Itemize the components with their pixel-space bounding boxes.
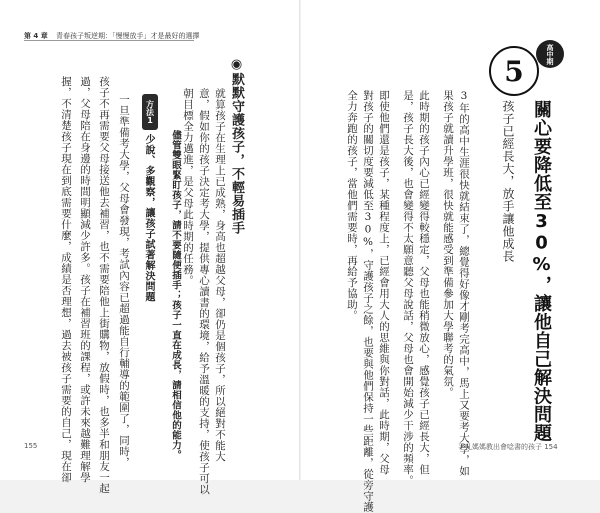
chapter-title: 青春孩子叛逆期：「慢慢放手」才是最好的選擇 [55, 32, 200, 40]
section-number-badge: 5 [489, 46, 539, 96]
body-column-3: 此時期的孩子內心已經變得較穩定，父母也能稍微放心，感覺孩子已經長大，但 [418, 90, 430, 475]
method-column-2: 孩子不再需要父母接送他去補習，也不需要陪他上街購物，放假時，也多半和朋友一起 [98, 76, 110, 494]
subsection-heading [227, 57, 246, 235]
method-column-3: 過，父母陪在身邊的時間明顯減少許多。孩子在補習班的課程，或許未來越難理解學 [79, 76, 91, 483]
book-spine [299, 0, 301, 480]
method-label: 方法1 [142, 94, 158, 130]
body-column-4: 是，孩子長大後，也會變得不太願意聽父母說話，父母也會開始減少干涉的頻率。 [402, 90, 414, 486]
left-page-number: 155 [24, 442, 38, 450]
level-tag [536, 40, 564, 68]
method-column-4: 握，不清楚孩子現在到底需要什麼，成績是否理想，過去被孩子需要的自己，現在卻 [60, 76, 72, 483]
section-column-2: 意，假如你的孩子決定考大學，提供專心讀書的環境，給予溫暖的支持，使孩子可以 [198, 88, 210, 495]
right-page-number: 平凡媽媽教出會唸書的孩子 154 [458, 443, 558, 451]
method-title: 少說、多觀察，讓孩子試著解決問題 [143, 134, 154, 302]
subsection-heading-text: 默默守護孩子，不輕易插手 [229, 72, 244, 235]
section-title: 關心要降低至30%，讓他自己解決問題 [531, 100, 552, 442]
tip-text: 儘管雙眼緊盯孩子，請不要隨便插手；孩子一直在成長，請相信他的能力。 [170, 130, 181, 460]
running-head-rule [24, 40, 194, 41]
body-column-5: 即使他們還是孩子，某種程度上，已經會用大人的思維與你對話，此時期，父母 [378, 90, 390, 475]
body-column-7: 全力奔跑的孩子，當他們需要時，再給予協助。 [346, 90, 358, 321]
bullet-icon: ◉ [229, 57, 244, 73]
section-subtitle: 孩子已經長大，放手讓他成長 [501, 100, 515, 263]
chapter-label: 第 4 章 [24, 32, 48, 40]
level-tag-text: 高中期 [546, 43, 554, 65]
section-column-1: 就算孩子在生理上已成熟，身高也超越父母，卻仍是個孩子，所以絕對不能大 [214, 88, 226, 462]
section-column-3: 朝目標全力邁進，是父母此時期的任務。 [182, 88, 194, 286]
body-column-2: 果孩子就讀升學班，很快就能感受到準備參加大學聯考的氣氛。 [442, 90, 454, 398]
method-column-1: 一旦準備考大學，父母會發現，考試內容已超過能自行輔導的範圍了，同時， [118, 94, 130, 468]
body-column-6: 對孩子的關切度要減低至30%，守護孩子之餘，也要與他們保持一些距離，從旁守護 [362, 90, 374, 513]
body-column-1: 3年的高中生涯很快就結束了，總覺得好像才剛考完高中，馬上又要考大學，如 [458, 90, 470, 477]
